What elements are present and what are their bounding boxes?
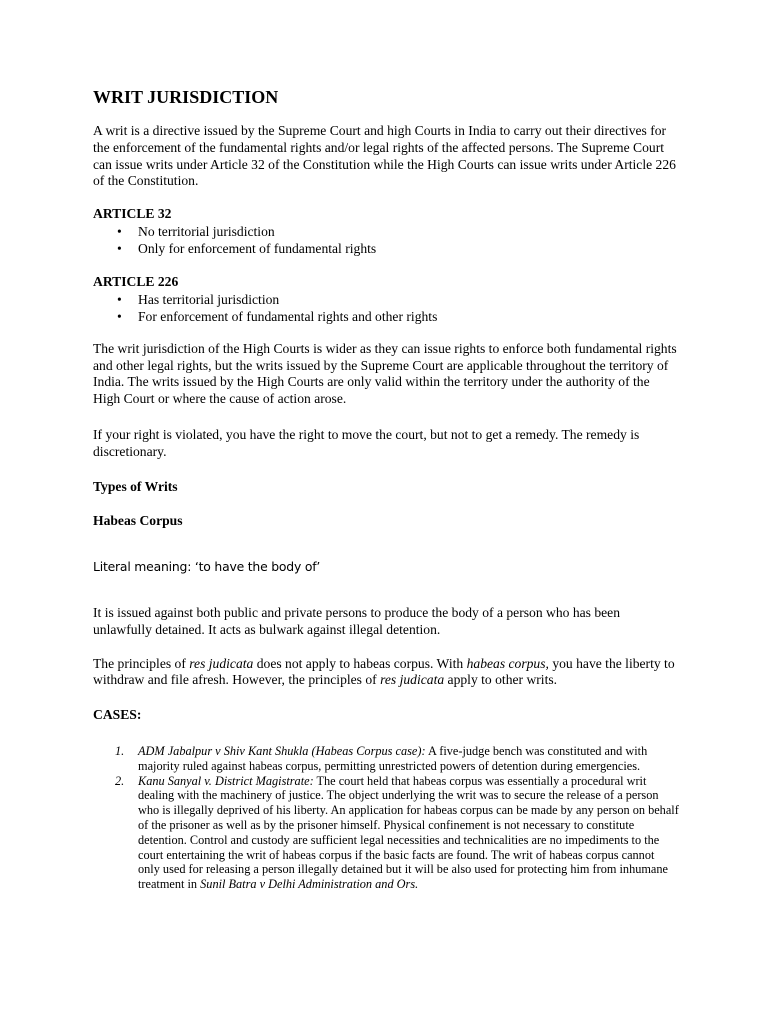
list-item: [93, 744, 679, 774]
cases-heading: CASES:: [93, 707, 142, 723]
article-226-heading: ARTICLE 226: [93, 273, 179, 289]
list-item: • No territorial jurisdiction: [117, 223, 275, 239]
habeas-corpus-term: habeas corpus,: [466, 655, 549, 671]
case-number: 2.: [115, 773, 125, 788]
types-of-writs-heading: Types of Writs: [93, 478, 178, 494]
document-title: WRIT JURISDICTION: [93, 87, 279, 107]
bullet-icon: •: [117, 240, 122, 256]
issued-paragraph: It is issued against both public and private persons to produce the body of a person who has been unlawfully detained. It acts as bulwark against illegal detention.: [93, 604, 621, 637]
remedy-paragraph: If your right is violated, you have the right to move the court, but not to get a remedy. The remedy is discretionary.: [93, 426, 640, 459]
principles-paragraph: The principles of res judicata does not apply to habeas corpus. With habeas corpus, you have the liberty to withdraw and file afresh. However, the principles of res judicata apply to other writs.: [93, 655, 675, 688]
bullet-icon: •: [117, 308, 122, 324]
res-judicata-term: res judicata: [189, 655, 254, 671]
cases-list: [93, 744, 679, 892]
list-item: • Only for enforcement of fundamental rights: [117, 240, 377, 256]
bullet-icon: •: [117, 223, 122, 239]
intro-paragraph: A writ is a directive issued by the Supreme Court and high Courts in India to carry out their directives for the enforcement of the fundamental rights and/or legal rights of the affected persons. The Supreme Court can issue writs under Article 32 of the Constitution while the High Courts can issue writs under Article 226 of the Constitution.: [93, 123, 676, 189]
case-text: A five-judge bench was constituted and with majority ruled against habeas corpus, permitting unrestricted powers of detention during emergencies.: [138, 743, 648, 773]
bullet-icon: •: [117, 291, 122, 307]
article-32-heading: ARTICLE 32: [93, 206, 172, 222]
case-citation: Sunil Batra v Delhi Administration and Ors.: [200, 877, 419, 892]
list-item: • For enforcement of fundamental rights and other rights: [117, 308, 438, 324]
case-number: 1.: [115, 743, 125, 758]
case-text: The court held that habeas corpus was essentially a procedural writ dealing with the machinery of justice. The object underlying the writ was to secure the release of a person who is illegally deprived of his liberty. An application for habeas corpus can be made by any person on behalf of the prisoner as well as by the prisoner himself. Physical confinement is not necessary to constitute detention. Control and custody are sufficient legal necessities and technicalities are no impediments to the court entertaining the writ of habeas corpus if the basic facts are found. The writ of habeas corpus cannot only used for releasing a person illegally detained but it will be also used for protecting him from inhumane treatment in: [138, 773, 679, 892]
list-item: [93, 774, 679, 892]
article-32-list: [93, 223, 679, 257]
jurisdiction-paragraph: The writ jurisdiction of the High Courts is wider as they can issue rights to enforce both fundamental rights and other legal rights, but the writs issued by the Supreme Court are applicable throughout the territory of India. The writs issued by the High Courts are only valid within the territory under the authority of the High Court or where the cause of action arose.: [93, 340, 677, 407]
document-page: [93, 86, 679, 892]
literal-meaning: Literal meaning: ‘to have the body of’: [93, 558, 321, 574]
case-name: ADM Jabalpur v Shiv Kant Shukla (Habeas Corpus case):: [138, 743, 426, 758]
list-item: • Has territorial jurisdiction: [117, 291, 280, 307]
case-name: Kanu Sanyal v. District Magistrate:: [138, 773, 314, 788]
article-226-list: [93, 291, 679, 325]
res-judicata-term: res judicata: [380, 672, 445, 688]
habeas-corpus-heading: Habeas Corpus: [93, 513, 183, 529]
